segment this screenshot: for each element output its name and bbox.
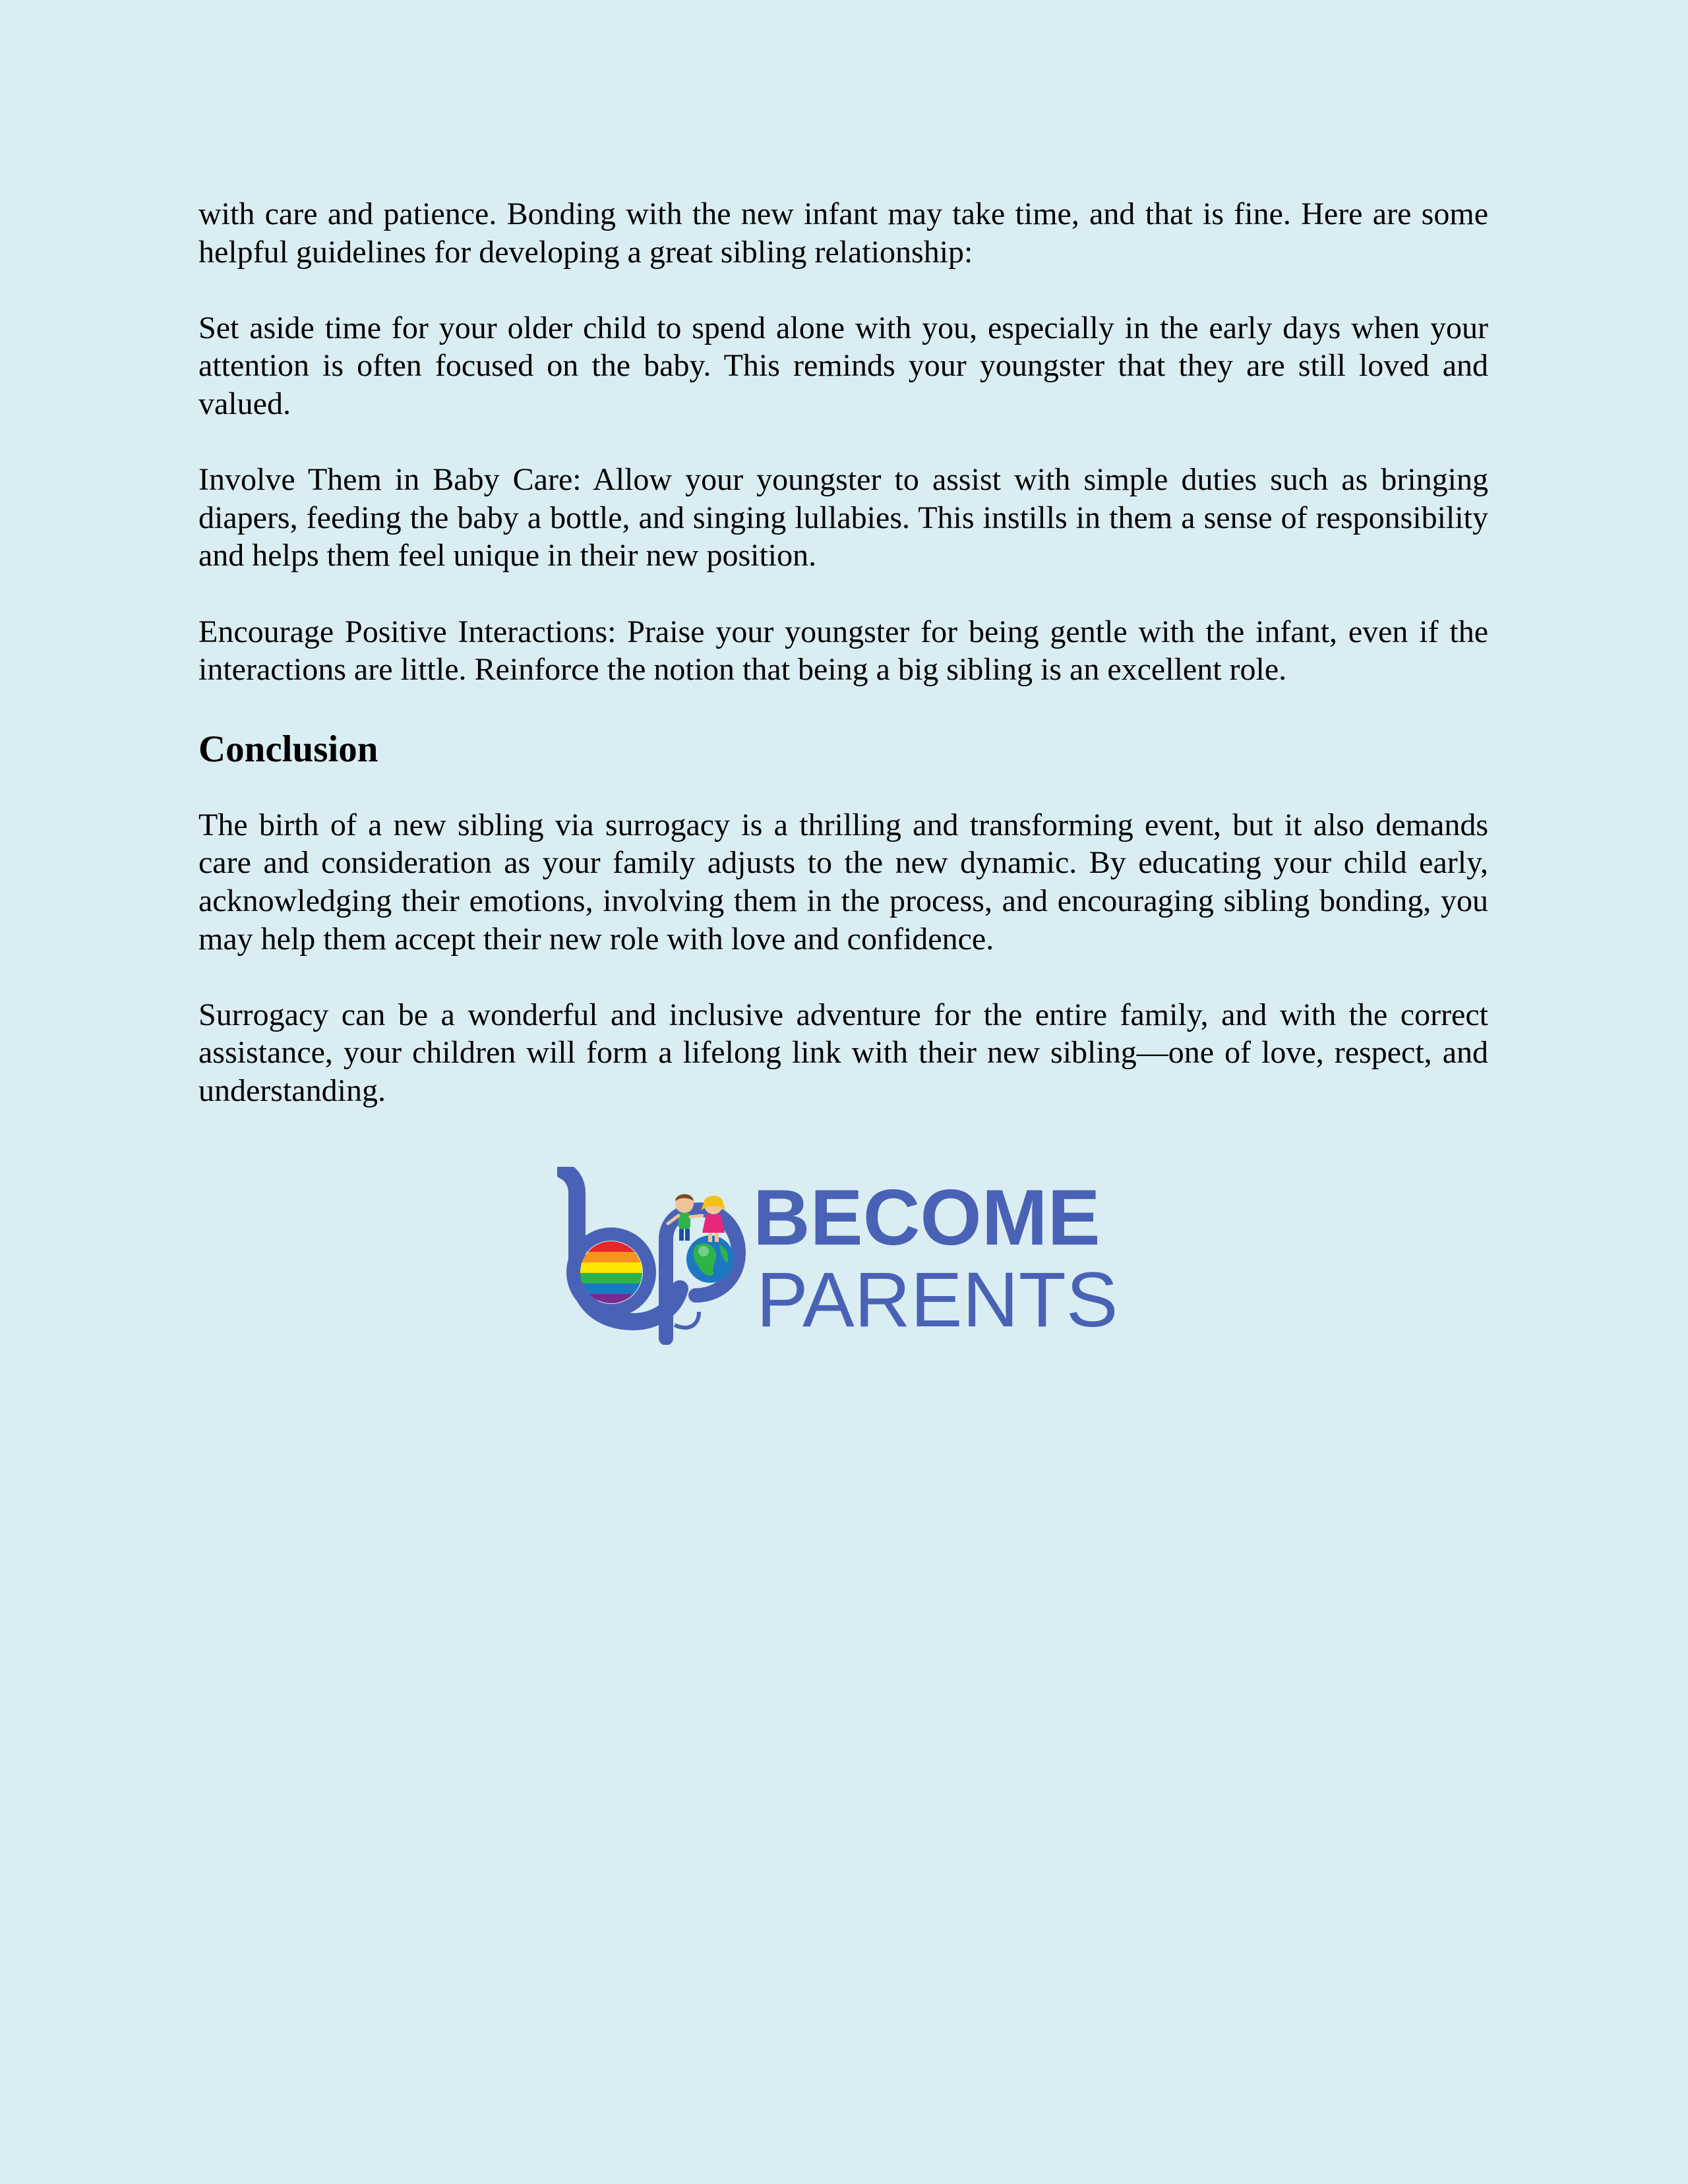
baby-care-paragraph: Involve Them in Baby Care: Allow your youngster to assist with simple duties such as bringing diapers, feeding the baby a bottle, and singing lullabies. This instills in them a sense of responsibility and helps them feel unique in their new position. — [198, 462, 1488, 574]
become-parents-logo — [557, 1167, 1124, 1345]
conclusion-paragraph-1: The birth of a new sibling via surrogacy is a thrilling and transforming event, but it also demands care and consideration as your family adjusts to the new dynamic. By educating your child early, acknowledging their emotions, involving them in the process, and encouraging sibling bonding, you may help them accept their new role with love and confidence. — [198, 807, 1488, 957]
one-on-one-time-paragraph: Set aside time for your older child to spend alone with you, especially in the early days when your attention is often focused on the baby. This reminds your youngster that they are still loved and valued. — [198, 310, 1488, 421]
conclusion-paragraph-2: Surrogacy can be a wonderful and inclusive adventure for the entire family, and with the correct assistance, your children will form a lifelong link with their new sibling—one of love, respect, and understanding. — [198, 997, 1488, 1108]
globe-icon — [686, 1235, 734, 1283]
logo-word-parents: PARENTS — [756, 1256, 1118, 1343]
children-icon — [668, 1195, 726, 1243]
intro-paragraph: with care and patience. Bonding with the new infant may take time, and that is fine. Here are some helpful guidelines for developing a great sibling relationship: — [198, 196, 1488, 270]
logo-word-become: BECOME — [753, 1173, 1100, 1262]
conclusion-heading: Conclusion — [198, 728, 378, 770]
document-body — [198, 195, 1488, 1109]
positive-interactions-paragraph: Encourage Positive Interactions: Praise your youngster for being gentle with the infant, even if the interactions are little. Reinforce the notion that being a big sibling is an excellent role. — [198, 614, 1488, 688]
